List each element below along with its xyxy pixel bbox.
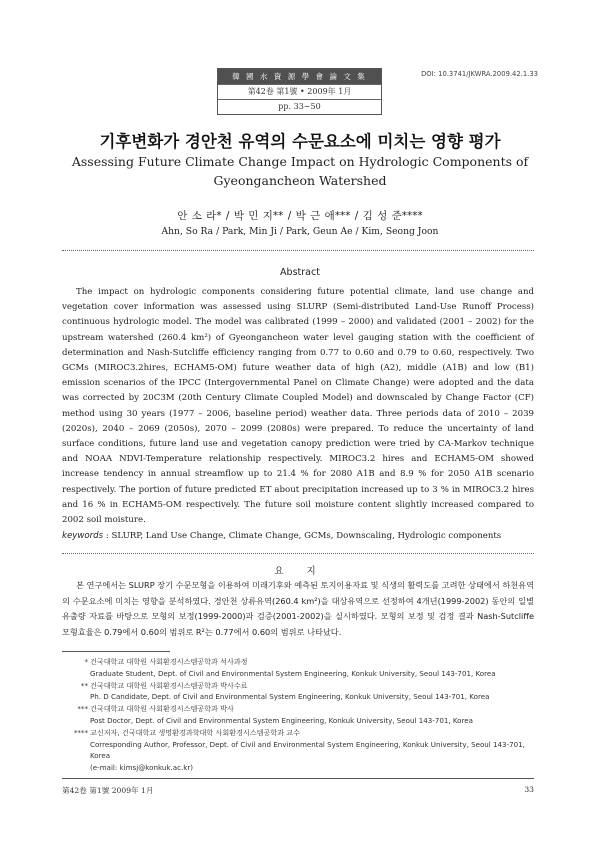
footnote-korean: 건국대학교 대학원 사회환경시스템공학과 석사과정 bbox=[90, 657, 248, 666]
footnote-english: Corresponding Author, Professor, Dept. of Civil and Environmental System Engineering, Konkuk University, Seoul 143-701, Korea bbox=[90, 739, 525, 761]
journal-volume: 第42卷 第1號 • 2009年 1月 bbox=[218, 84, 381, 99]
authors-korean: 안 소 라* / 박 민 지** / 박 근 애*** / 김 성 준**** bbox=[177, 210, 423, 222]
keywords-label: keywords bbox=[62, 531, 104, 541]
title-english bbox=[0, 152, 600, 190]
divider bbox=[62, 553, 534, 554]
journal-info-box bbox=[217, 68, 382, 115]
footnote-item bbox=[62, 680, 534, 704]
journal-name: 韓 國 水 資 源 學 會 論 文 集 bbox=[218, 69, 381, 84]
footnote-item bbox=[62, 656, 534, 680]
footer-issue: 第42卷 第1號 2009年 1月 bbox=[62, 786, 154, 795]
title-english-line1: Assessing Future Climate Change Impact on Hydrologic Components of bbox=[71, 154, 529, 169]
summary-text: 본 연구에서는 SLURP 장기 수문모형을 이용하여 미래기후와 예측된 토지이용자료 및 식생의 활력도를 고려한 상태에서 하천유역의 수문요소에 미치는 영향을 분석하였다. 경안천 상류유역(260.4 km²)을 대상유역으로 선정하여 4개년(1999-2002) 동안의 일별 유출량 자료를 바탕으로 모형의 보정(1999-2000)과 검증(2001-2002)을 실시하였다. 모형의 보정 및 검정 결과 Nash-Sutcliffe 모형효율은 0.79에서 0.60의 범위로 R²는 0.77에서 0.60의 범위로 나타났다. bbox=[62, 580, 534, 637]
keywords-list: : SLURP, Land Use Change, Climate Change, GCMs, Downscaling, Hydrologic components bbox=[103, 531, 502, 541]
footnote-item bbox=[62, 703, 534, 727]
divider bbox=[62, 250, 534, 251]
footnote-english: Post Doctor, Dept. of Civil and Environmental System Engineering, Konkuk University, Seoul 143-701, Korea bbox=[90, 715, 473, 725]
footnote-mark: **** bbox=[73, 727, 88, 737]
footnote-korean: 건국대학교 대학원 사회환경시스템공학과 박사 bbox=[90, 704, 234, 714]
authors-english: Ahn, So Ra / Park, Min Ji / Park, Geun Ae / Kim, Seong Joon bbox=[161, 226, 439, 237]
footnote-korean: 건국대학교 대학원 사회환경시스템공학과 박사수료 bbox=[90, 680, 248, 690]
footer-rule bbox=[62, 778, 534, 779]
doi-label[interactable]: DOI: 10.3741/JKWRA.2009.42.1.33 bbox=[421, 70, 538, 78]
abstract-text: The impact on hydrologic components considering future potential climate, land use change and vegetation cover information was assessed using SLURP (Semi-distributed Land-Use Runoff Process) continuous hydrologic model. The model was calibrated (1999 – 2000) and validated (2001 – 2002) for the upstream watershed (260.4 km²) of Gyeongancheon water level gauging station with the coefficient of determination and Nash-Sutcliffe efficiency ranging from 0.77 to 0.60 and 0.79 to 0.60, respectively. Two GCMs (MIROC3.2hires, ECHAM5-OM) future weather data of high (A2), middle (A1B) and low (B1) emission scenarios of the IPCC (Intergovernmental Panel on Climate Change) were adopted and the data was corrected by 20C3M (20th Century Climate Coupled Model) and downscaled by Change Factor (CF) method using 30 years (1977 – 2006, baseline period) weather data. Three periods data of 2010 – 2039 (2020s), 2040 – 2069 (2050s), 2070 – 2099 (2080s) were prepared. To reduce the uncertainty of land surface conditions, future land use and vegetation canopy prediction were tried by CA-Markov technique and NOAA NDVI-Temperature relationship respectively. MIROC3.2 hires and ECHAM5-OM showed increase tendency in annual streamflow up to 21.4 % for 2080 A1B and 8.9 % for 2050 A1B scenario respectively. The portion of future predicted ET about precipitation increased up to 3 % in MIROC3.2 hires and 16 % in ECHAM5-OM respectively. The future soil moisture content slightly increased compared to 2002 soil moisture. bbox=[62, 287, 534, 526]
keywords bbox=[62, 531, 534, 541]
title-english-line2: Gyeongancheon Watershed bbox=[213, 173, 387, 188]
page-number: 33 bbox=[524, 785, 534, 794]
author-footnotes bbox=[62, 656, 534, 774]
footnote-korean: 교신저자, 건국대학교 생명환경과학대학 사회환경시스템공학과 교수 bbox=[90, 727, 300, 737]
footnote-item bbox=[62, 727, 534, 774]
footnote-rule bbox=[62, 651, 170, 652]
footnote-mark: * bbox=[84, 657, 88, 666]
title-korean: 기후변화가 경안천 유역의 수문요소에 미치는 영향 평가 bbox=[99, 132, 501, 151]
journal-pages: pp. 33∼50 bbox=[218, 99, 381, 114]
summary-heading: 요 지 bbox=[274, 566, 326, 577]
footnote-email[interactable]: (e-mail: kimsj@konkuk.ac.kr) bbox=[90, 763, 194, 773]
abstract-heading: Abstract bbox=[280, 267, 320, 278]
footnote-mark: *** bbox=[77, 704, 88, 714]
footnote-english: Ph. D Candidate, Dept. of Civil and Environmental System Engineering, Konkuk University, Seoul 143-701, Korea bbox=[90, 692, 490, 702]
footnote-english: Graduate Student, Dept. of Civil and Environmental System Engineering, Konkuk University, Seoul 143-701, Korea bbox=[90, 668, 496, 678]
footnote-mark: ** bbox=[80, 680, 88, 690]
